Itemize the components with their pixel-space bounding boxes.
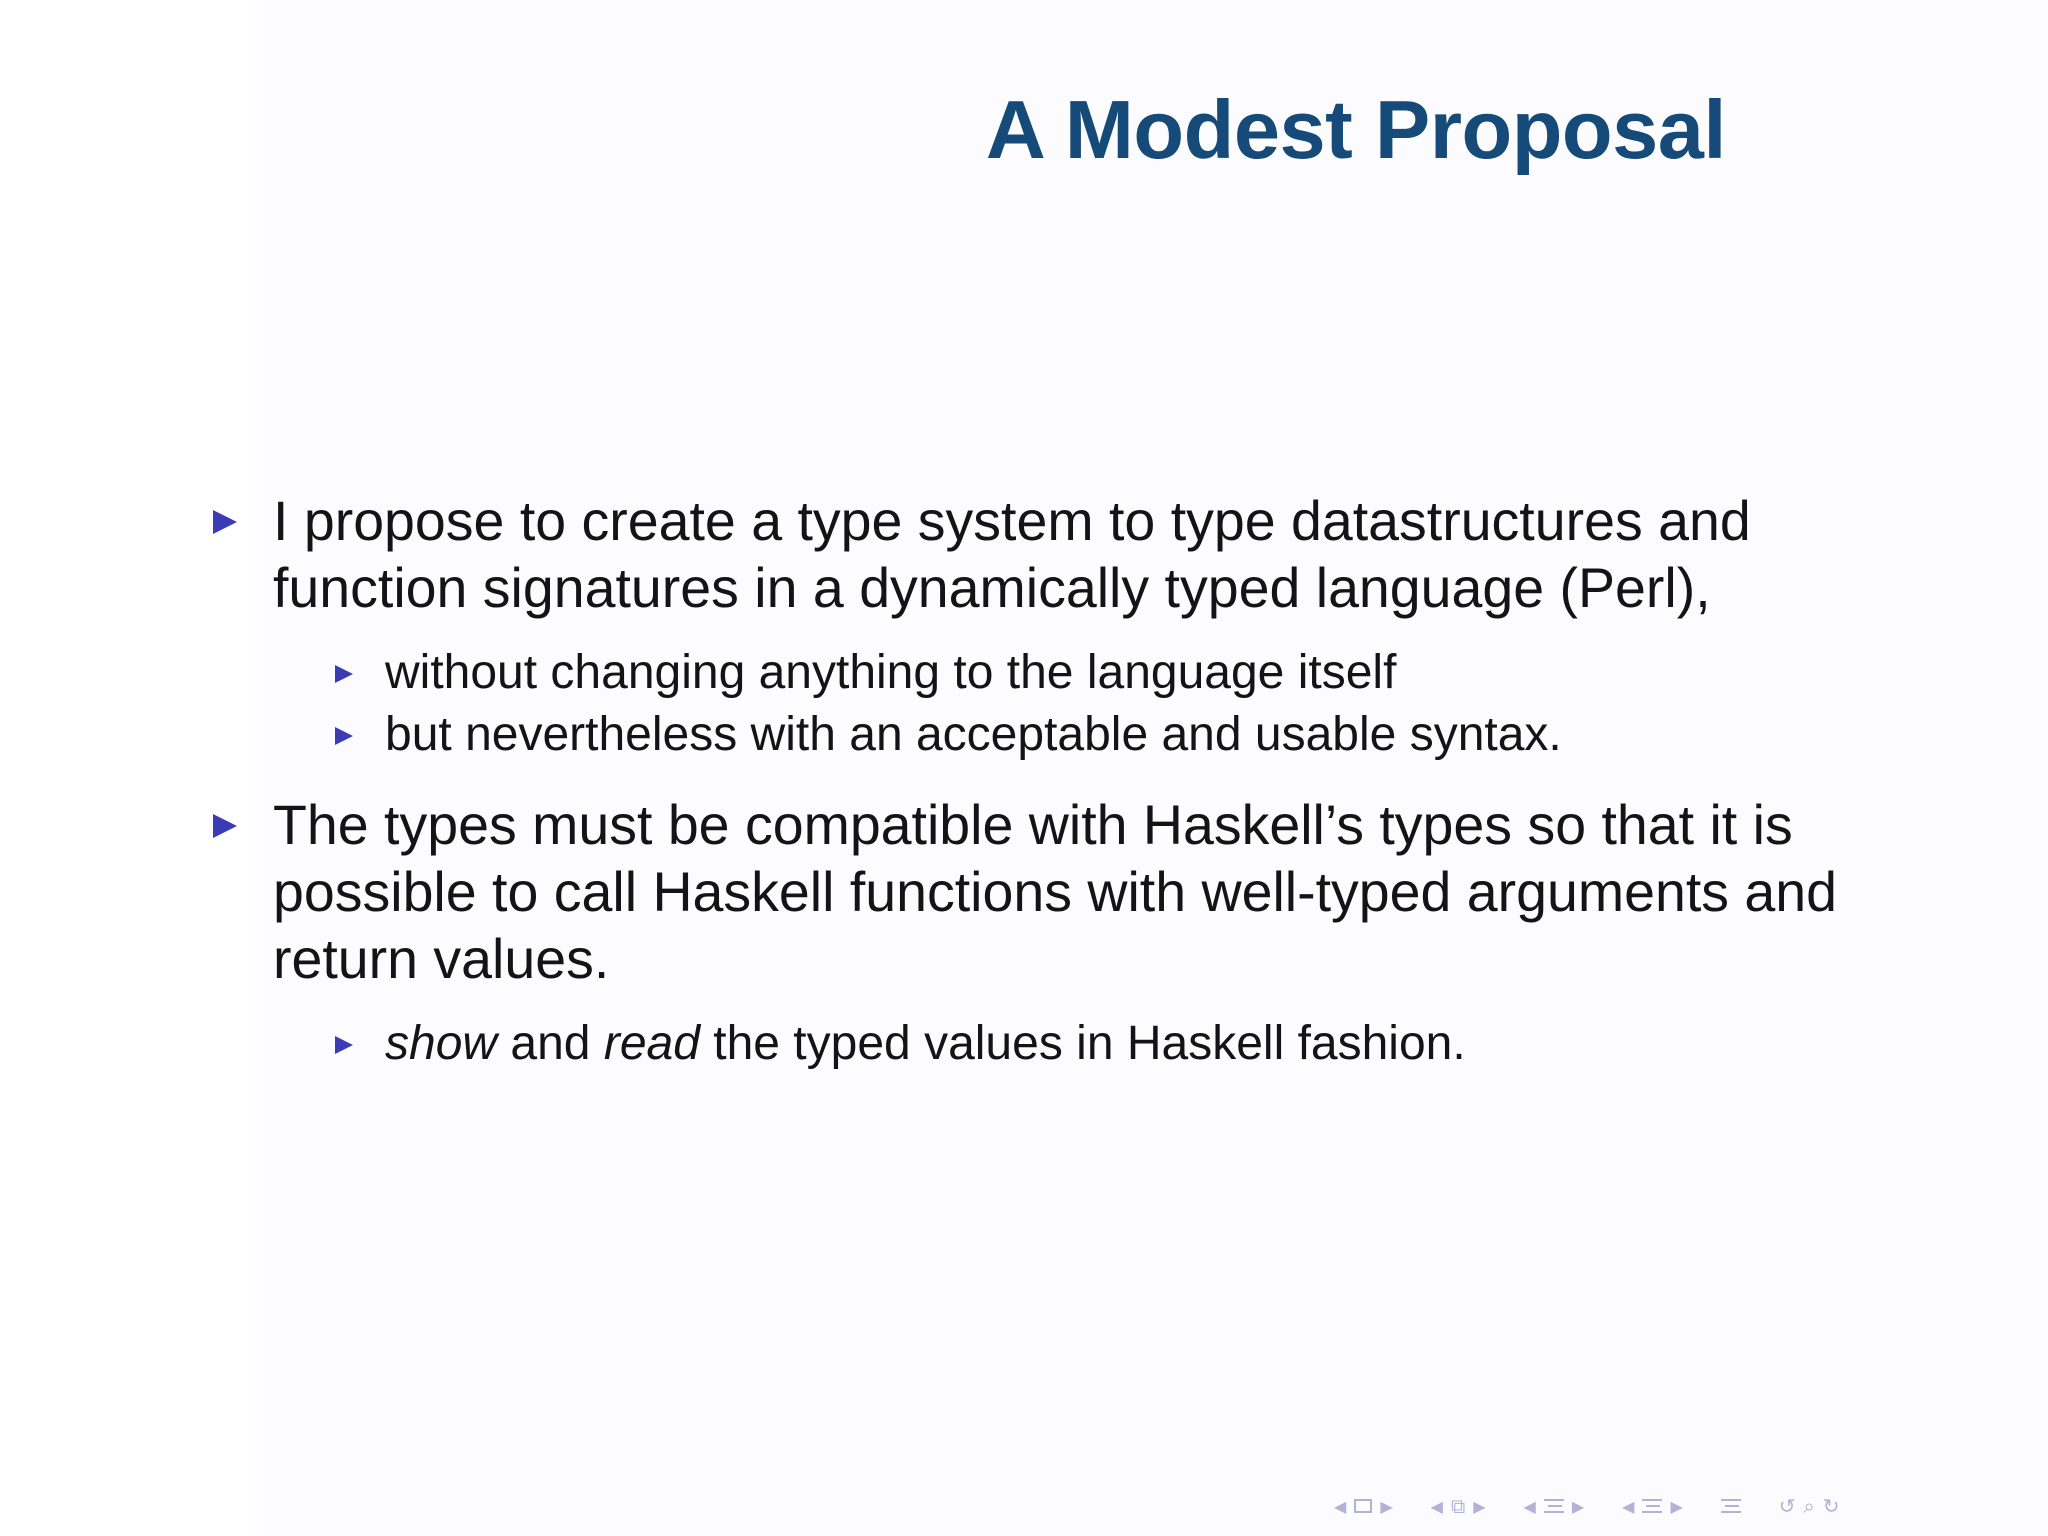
- sub-bullet-list: [335, 642, 1913, 766]
- next-document-icon[interactable]: ▶: [1670, 1496, 1683, 1516]
- next-subsection-icon[interactable]: ▶: [1473, 1496, 1486, 1516]
- next-frame-icon[interactable]: ▶: [1380, 1496, 1393, 1516]
- previous-document-icon[interactable]: ◀: [1622, 1496, 1635, 1516]
- conjunction-text: and: [497, 1017, 604, 1070]
- triangle-bullet-icon: [335, 727, 353, 745]
- bullet-text: The types must be compatible with Haskell’s types so that it is possible to call Haskell functions with well-typed arguments and return values.: [273, 794, 1838, 990]
- sub-bullet-text: without changing anything to the language itself: [385, 646, 1397, 699]
- frame-icon[interactable]: [1354, 1499, 1372, 1513]
- section-navigation[interactable]: [1520, 1497, 1589, 1516]
- document-navigation[interactable]: [1618, 1497, 1687, 1516]
- beamer-navigation-bar: [1330, 1492, 1874, 1520]
- show-keyword: show: [385, 1017, 498, 1070]
- triangle-bullet-icon: [213, 510, 237, 534]
- document-icon[interactable]: [1642, 1497, 1662, 1515]
- triangle-bullet-icon: [335, 1036, 353, 1054]
- frame-navigation[interactable]: [1330, 1497, 1397, 1516]
- triangle-bullet-icon: [213, 814, 237, 838]
- next-section-icon[interactable]: ▶: [1571, 1496, 1585, 1516]
- previous-subsection-icon[interactable]: ◀: [1430, 1496, 1443, 1516]
- subsection-icon[interactable]: ⧉: [1450, 1494, 1466, 1518]
- appendix-navigation[interactable]: [1717, 1497, 1745, 1515]
- forward-icon[interactable]: ↻: [1822, 1494, 1840, 1518]
- sub-bullet-item: [335, 642, 1913, 704]
- bullet-item: [213, 792, 1913, 1075]
- search-icon[interactable]: ⌕: [1803, 1494, 1815, 1518]
- bullet-list: [213, 488, 1913, 1075]
- sub-bullet-item: [335, 704, 1913, 766]
- sub-bullet-text: the typed values in Haskell fashion.: [699, 1017, 1466, 1070]
- read-keyword: read: [603, 1017, 700, 1070]
- bullet-item: [213, 488, 1913, 766]
- back-icon[interactable]: ↺: [1778, 1494, 1796, 1518]
- search-navigation[interactable]: [1775, 1494, 1844, 1518]
- triangle-bullet-icon: [335, 665, 353, 683]
- sub-bullet-item: [335, 1013, 1913, 1075]
- sub-bullet-text: but nevertheless with an acceptable and usable syntax.: [385, 708, 1562, 761]
- previous-frame-icon[interactable]: ◀: [1334, 1496, 1347, 1516]
- section-icon[interactable]: [1544, 1497, 1564, 1515]
- previous-section-icon[interactable]: ◀: [1523, 1496, 1536, 1516]
- subsection-navigation[interactable]: [1427, 1494, 1490, 1518]
- appendix-icon[interactable]: [1721, 1497, 1741, 1515]
- bullet-text: I propose to create a type system to type datastructures and function signatures in a dynamically typed language (Perl),: [273, 490, 1751, 619]
- sub-bullet-list: [335, 1013, 1913, 1075]
- slide-title: A Modest Proposal: [985, 83, 1726, 176]
